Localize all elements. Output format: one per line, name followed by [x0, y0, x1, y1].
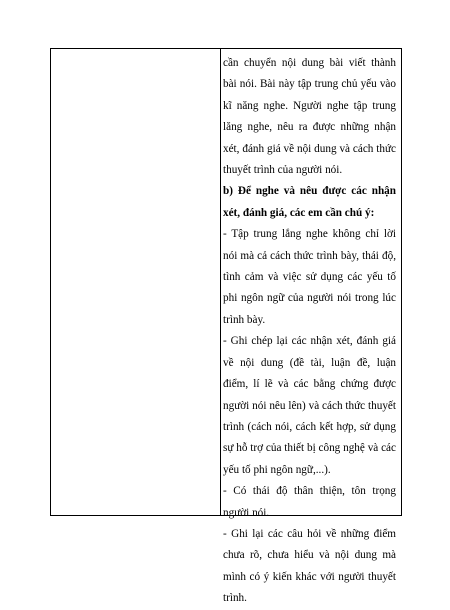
- bullet-item: - Ghi chép lại các nhận xét, đánh giá về nội dung (đề tài, luận đề, luận điểm, lí lẽ và các bằng chứng được người nói nêu lên) và cách thức thuyết trình (cách nói, cách kết hợp, sử dụng sự hỗ trợ của thiết bị công nghệ và các yếu tố phi ngôn ngữ,...).: [223, 335, 396, 476]
- table-right-column: [223, 53, 396, 610]
- content-table: [50, 48, 402, 605]
- bullet-item: - Ghi lại các câu hỏi về những điểm chưa rõ, chưa hiểu và nội dung mà mình có ý kiến khác với người thuyết trình.: [223, 527, 396, 605]
- bullet-item: - Tập trung lắng nghe không chỉ lời nói mà cả cách thức trình bày, thái độ, tình cảm và việc sử dụng các yếu tố phi ngôn ngữ của người nói trong lúc trình bày.: [223, 228, 396, 326]
- intro-paragraph: cần chuyển nội dung bài viết thành bài nói. Bài này tập trung chủ yếu vào kĩ năng nghe. Người nghe tập trung lăng nghe, nêu ra được những nhận xét, đánh giá về nội dung và cách thức thuyết trình của người nói.: [223, 57, 396, 177]
- table-left-column: [51, 49, 221, 515]
- section-heading-b: b) Để nghe và nêu được các nhận xét, đánh giá, các em cần chú ý:: [223, 185, 396, 219]
- bullet-item: - Có thái độ thân thiện, tôn trọng người nói.: [223, 485, 396, 519]
